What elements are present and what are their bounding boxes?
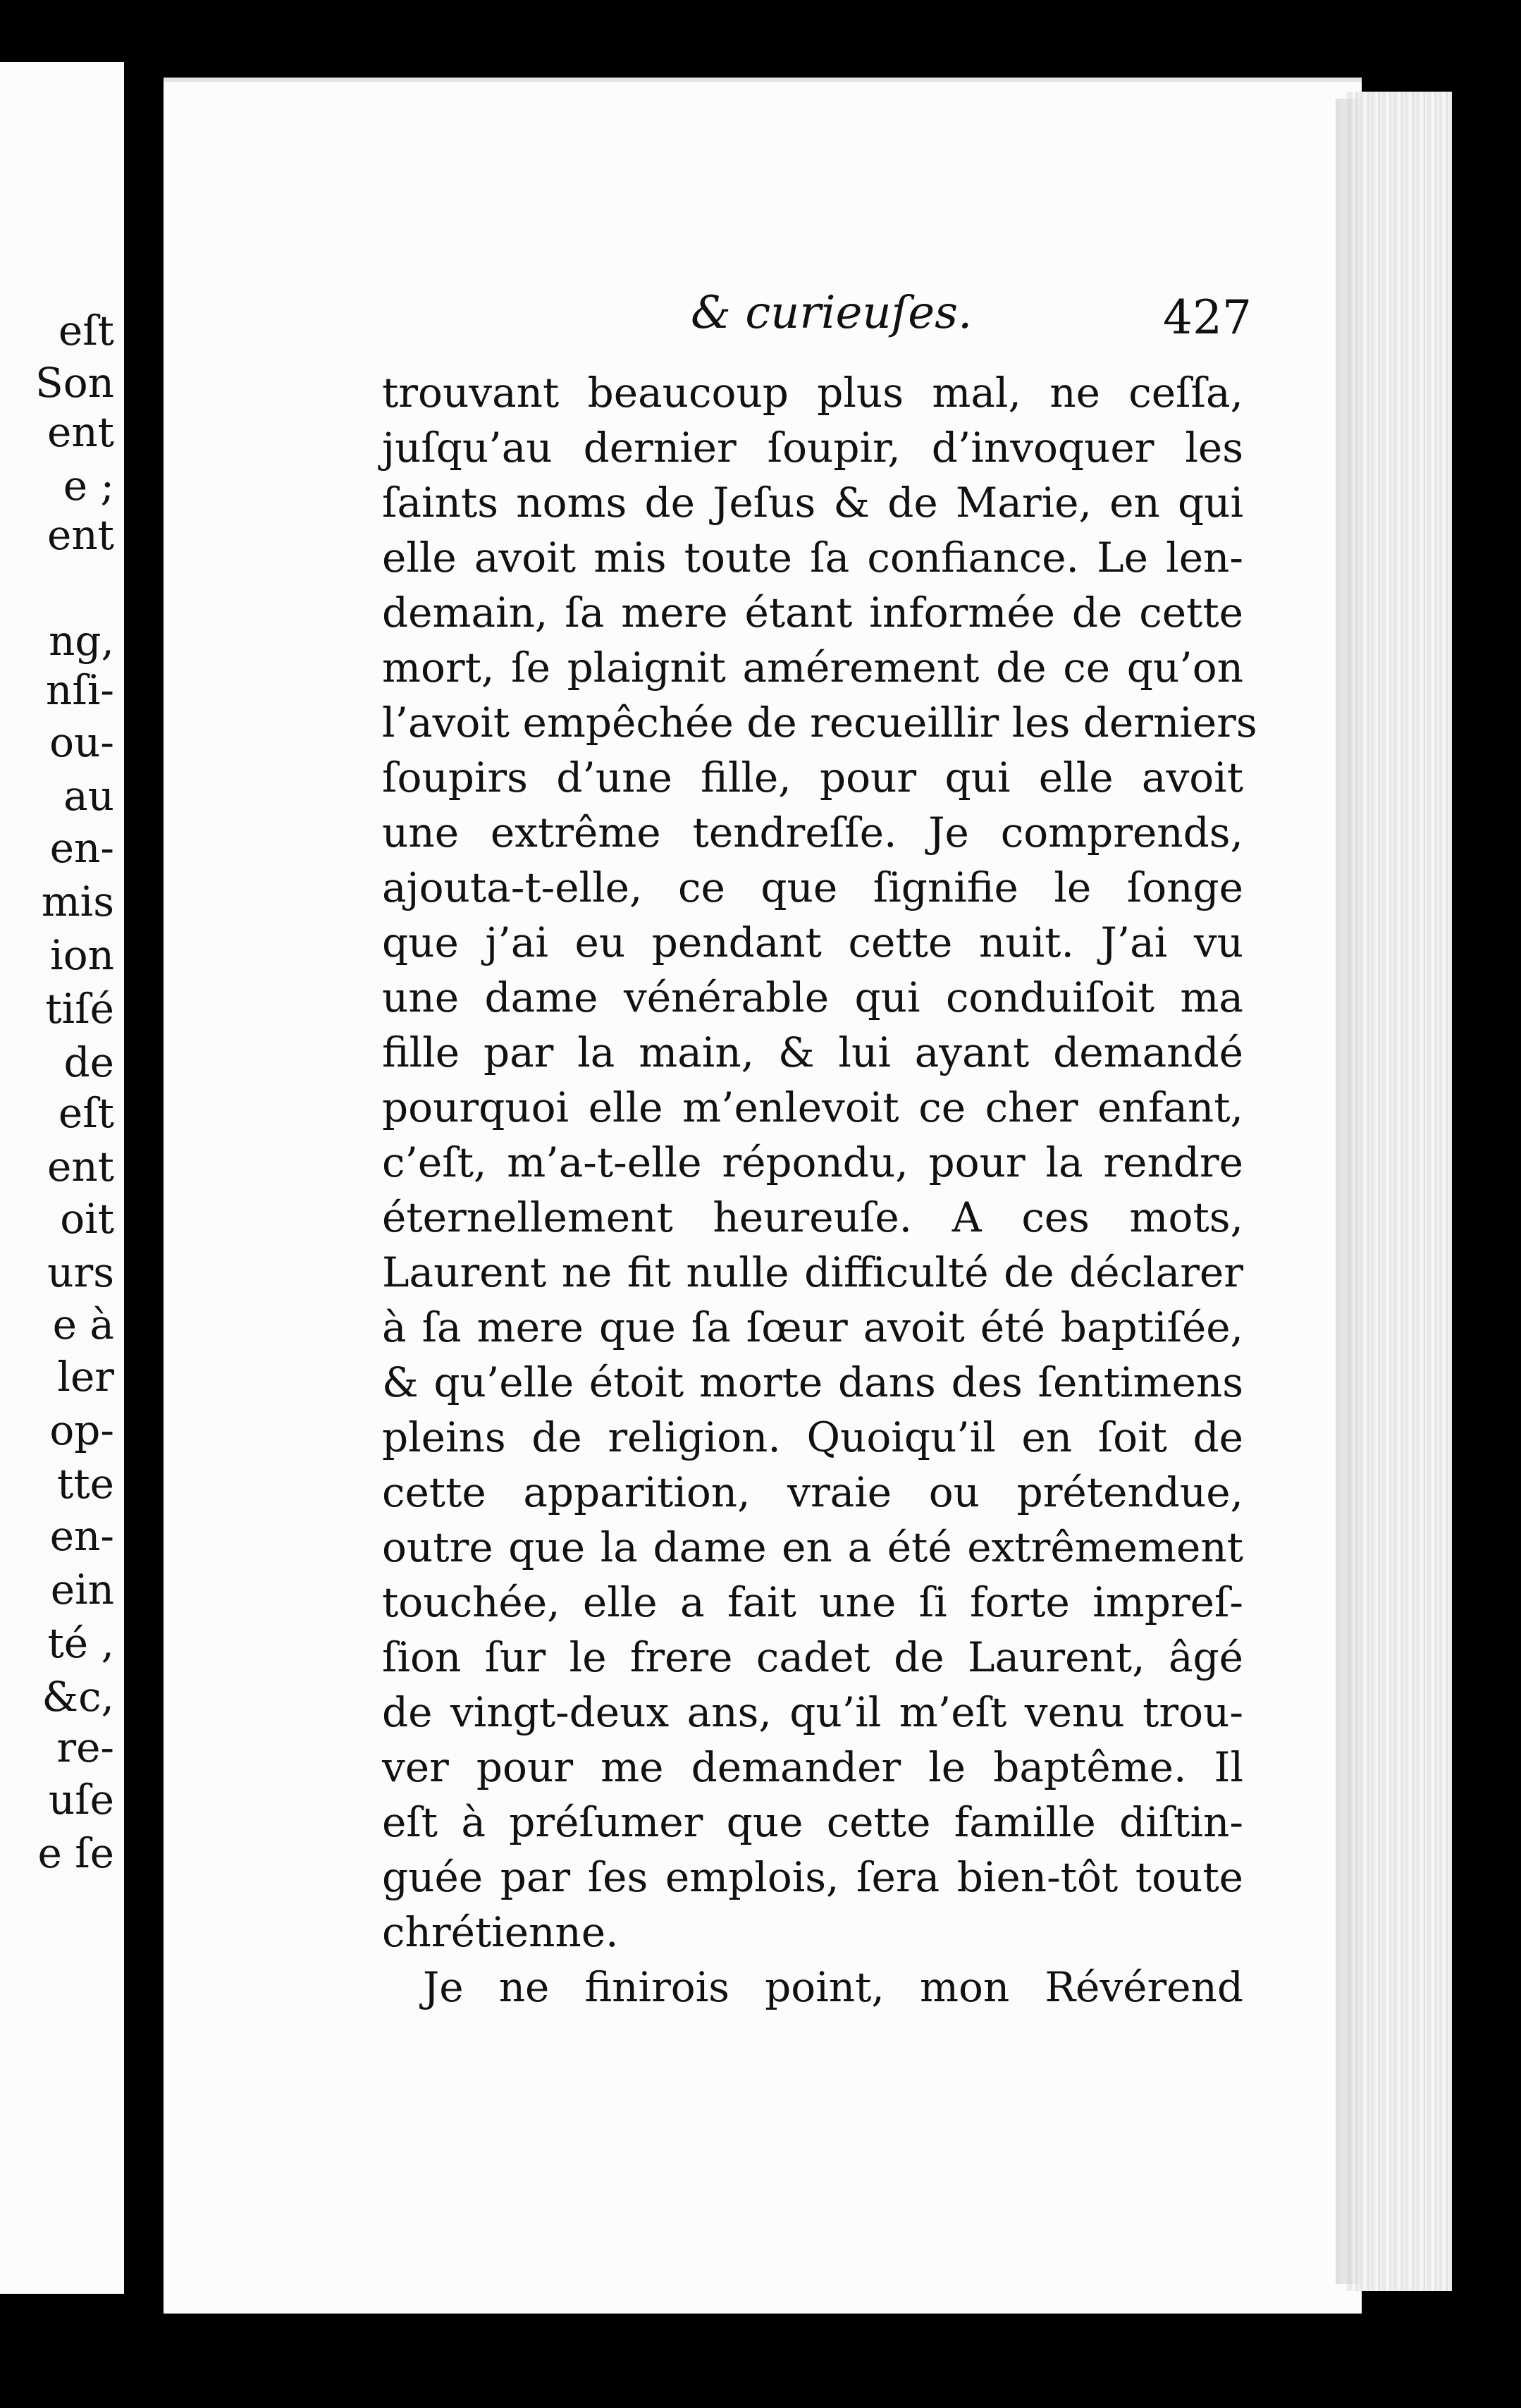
- left-page-fragment: ou-: [49, 718, 114, 766]
- left-page-fragment: ent: [47, 408, 114, 456]
- text-line: Laurent ne fit nulle difficulté de déclarer: [382, 1248, 1243, 1296]
- running-head: & curieuſes.: [691, 287, 973, 339]
- text-line: c’eſt, m’a-t-elle répondu, pour la rendre: [382, 1138, 1243, 1186]
- text-line: ſion ſur le frere cadet de Laurent, âgé: [382, 1633, 1243, 1681]
- text-line: guée par ſes emplois, ſera bien-tôt toute: [382, 1853, 1243, 1901]
- left-page-fragment: tte: [57, 1460, 114, 1508]
- left-page-fragment: re-: [56, 1724, 114, 1771]
- body-text: [382, 365, 1257, 2015]
- text-line: ajouta-t-elle, ce que ſignifie le ſonge: [382, 864, 1243, 911]
- left-page-fragment: ler: [57, 1353, 114, 1401]
- left-page-fragment: en-: [49, 1512, 114, 1560]
- text-line: demain, ſa mere étant informée de cette: [382, 589, 1243, 637]
- left-page-fragment: e à: [52, 1301, 114, 1349]
- text-line: outre que la dame en a été extrêmement: [382, 1523, 1243, 1571]
- text-line: pourquoi elle m’enlevoit ce cher enfant,: [382, 1083, 1243, 1131]
- left-page-fragment: ng,: [49, 617, 114, 665]
- right-page: [164, 78, 1362, 2314]
- left-page-fragment: eſt: [58, 307, 114, 355]
- left-page-fragment: ent: [47, 511, 114, 559]
- left-page-fragment: mis: [41, 878, 114, 926]
- left-page-fragment: té ,: [47, 1619, 114, 1667]
- text-line: éternellement heureuſe. A ces mots,: [382, 1193, 1243, 1241]
- text-line: eſt à préſumer que cette famille diſtin-: [382, 1798, 1243, 1846]
- text-line: elle avoit mis toute ſa confiance. Le len-: [382, 534, 1243, 582]
- text-line: fille par la main, & lui ayant demandé: [382, 1028, 1243, 1076]
- text-line: trouvant beaucoup plus mal, ne ceſſa,: [382, 369, 1243, 417]
- text-line: touchée, elle a fait une ſi forte impreſ-: [382, 1578, 1243, 1626]
- text-line: l’avoit empêchée de recueillir les derniers: [382, 699, 1257, 747]
- text-line: ſoupirs d’une fille, pour qui elle avoit: [382, 754, 1243, 801]
- left-page-fragment: en-: [49, 824, 114, 872]
- text-line: Je ne finirois point, mon Révérend: [423, 1963, 1243, 2011]
- left-page-fragment: eſt: [58, 1089, 114, 1137]
- left-page-fragment: de: [63, 1038, 114, 1086]
- text-line: ſaints noms de Jeſus & de Marie, en qui: [382, 479, 1243, 527]
- left-page-fragment: urs: [47, 1248, 114, 1296]
- text-line: une extrême tendreſſe. Je comprends,: [382, 809, 1243, 856]
- left-page-fragment: tiſé: [45, 985, 114, 1033]
- text-line: juſqu’au dernier ſoupir, d’invoquer les: [382, 424, 1243, 472]
- text-line: que j’ai eu pendant cette nuit. J’ai vu: [382, 919, 1243, 966]
- page-edge-shadow: [1336, 99, 1364, 2284]
- left-page-fragment: au: [63, 772, 114, 820]
- text-line: pleins de religion. Quoiqu’il en ſoit de: [382, 1413, 1243, 1461]
- left-page-fragment: nſi-: [46, 666, 114, 714]
- page-number: 427: [1163, 290, 1252, 345]
- left-page-fragment: oit: [60, 1195, 114, 1243]
- text-line: ver pour me demander le baptême. Il: [382, 1743, 1243, 1791]
- left-page: [0, 62, 124, 2294]
- left-page-fragment: op-: [49, 1406, 114, 1454]
- text-line: à ſa mere que ſa ſœur avoit été baptiſée,: [382, 1303, 1243, 1351]
- text-line: & qu’elle étoit morte dans des ſentimens: [382, 1358, 1243, 1406]
- text-line: mort, ſe plaignit amérement de ce qu’on: [382, 644, 1243, 692]
- left-page-fragment: e ſe: [37, 1829, 114, 1877]
- left-page-fragment: ion: [50, 931, 114, 979]
- left-page-fragment: ent: [47, 1143, 114, 1191]
- text-line: chrétienne.: [382, 1908, 619, 1956]
- left-page-fragment: uſe: [48, 1776, 114, 1824]
- text-line: cette apparition, vraie ou prétendue,: [382, 1468, 1243, 1516]
- left-page-fragment: e ;: [63, 462, 114, 510]
- left-page-fragment: Son: [35, 359, 114, 407]
- left-page-fragment: ein: [50, 1566, 114, 1614]
- text-line: une dame vénérable qui conduiſoit ma: [382, 973, 1243, 1021]
- text-line: de vingt-deux ans, qu’il m’eſt venu trou-: [382, 1688, 1243, 1736]
- left-page-fragment: &c,: [42, 1673, 114, 1721]
- book-gutter: [124, 28, 164, 2408]
